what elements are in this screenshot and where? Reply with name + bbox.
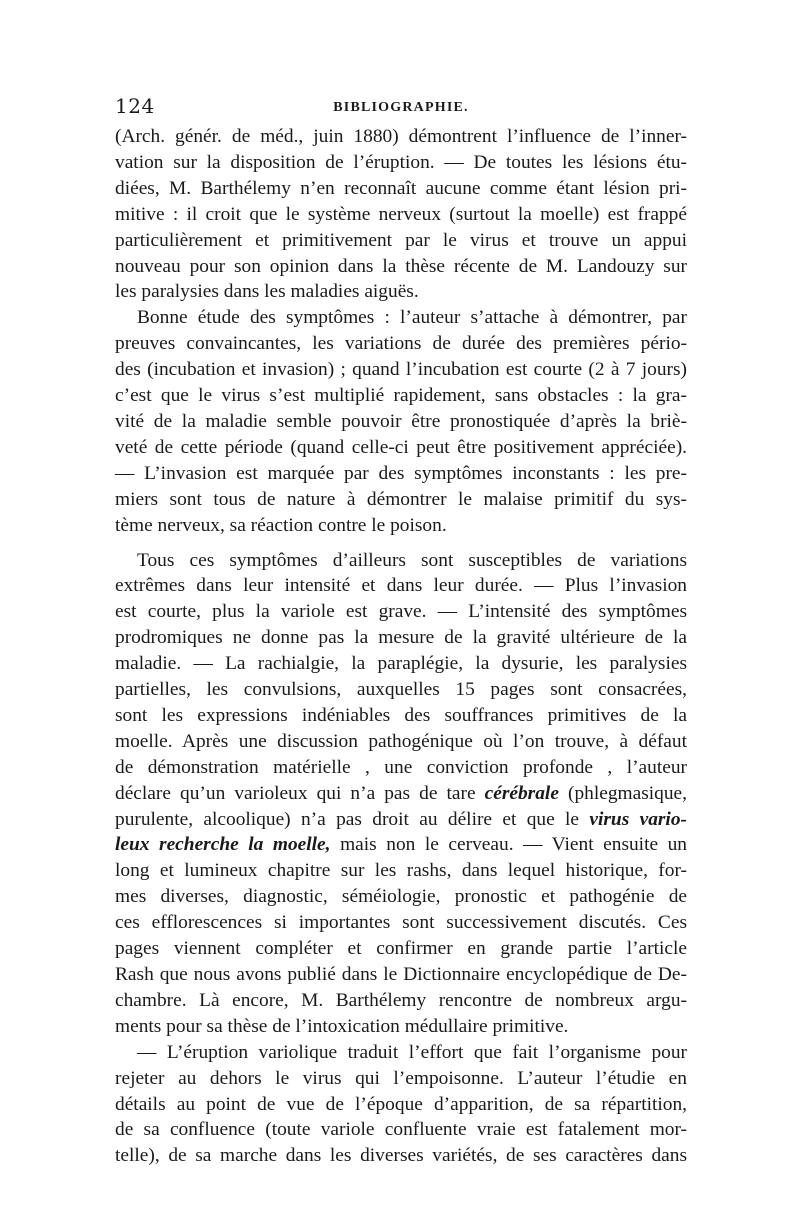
text-line: prodromiques ne donne pas la mesure de la gravité ultérieure de la	[115, 627, 687, 649]
text-line: mitive : il croit que le système nerveux (surtout la moelle) est frappé	[115, 203, 687, 225]
text-line: moelle. Après une discussion pathogénique où l’on trouve, à défaut	[115, 730, 687, 752]
text-line: chambre. Là encore, M. Barthélemy rencontre de nombreux argu-	[115, 989, 687, 1011]
body-text	[115, 124, 687, 1169]
text-line: maladie. — La rachialgie, la paraplégie, la dysurie, les paralysies	[115, 653, 687, 675]
text-line: Tous ces symptômes d’ailleurs sont susceptibles de variations	[137, 549, 687, 571]
running-title: BIBLIOGRAPHIE.	[333, 100, 469, 115]
text-segment: purulente, alcoolique) n’a pas droit au délire et que le	[115, 808, 580, 830]
text-line: de sa confluence (toute variole confluente vraie est fatalement mor-	[115, 1119, 687, 1141]
text-line: est courte, plus la variole est grave. — L’intensité des symptômes	[115, 601, 687, 623]
text-line: c’est que le virus s’est multiplié rapidement, sans obstacles : la gra-	[115, 385, 687, 407]
text-line: long et lumineux chapitre sur les rashs, dans lequel historique, for-	[115, 860, 687, 882]
text-line: tème nerveux, sa réaction contre le poison.	[115, 514, 447, 536]
italic-term: leux recherche la moelle,	[115, 834, 331, 856]
text-line: telle), de sa marche dans les diverses variétés, de ses caractères dans	[115, 1145, 687, 1167]
text-segment: déclare qu’un varioleux qui n’a pas de tare	[115, 782, 476, 804]
text-line: vité de la maladie semble pouvoir être pronostiquée d’après la briè-	[115, 410, 687, 432]
italic-term: virus vario-	[589, 808, 687, 830]
text-line: des (incubation et invasion) ; quand l’incubation est courte (2 à 7 jours)	[115, 359, 687, 381]
text-line: Bonne étude des symptômes : l’auteur s’attache à démontrer, par	[137, 307, 687, 329]
text-line: — L’invasion est marquée par des symptômes inconstants : les pre-	[115, 462, 687, 484]
text-line: détails au point de vue de l’époque d’apparition, de sa répartition,	[115, 1093, 687, 1115]
text-line-with-italic	[115, 807, 687, 833]
text-line: veté de cette période (quand celle-ci peut être positivement appréciée).	[115, 436, 687, 458]
text-line: pages viennent compléter et confirmer en grande partie l’article	[115, 938, 687, 960]
text-line: vation sur la disposition de l’éruption. — De toutes les lésions étu-	[115, 151, 687, 173]
text-line: (Arch. génér. de méd., juin 1880) démontrent l’influence de l’inner-	[115, 126, 687, 147]
text-segment: (phlegmasique,	[567, 782, 687, 804]
text-line: ces efflorescences si importantes sont successivement discutés. Ces	[115, 912, 687, 934]
text-line: diées, M. Barthélemy n’en reconnaît aucune comme étant lésion pri-	[115, 177, 687, 199]
text-line: les paralysies dans les maladies aiguës.	[115, 281, 419, 303]
text-line: partielles, les convulsions, auxquelles 15 pages sont consacrées,	[115, 679, 687, 701]
italic-term: cérébrale	[484, 782, 559, 804]
page-number: 124	[115, 94, 155, 118]
text-segment: mais non le cerveau. — Vient ensuite un	[340, 834, 688, 856]
text-line: rejeter au dehors le virus qui l’empoisonne. L’auteur l’étudie en	[115, 1067, 687, 1089]
text-line: miers sont tous de nature à démontrer le malaise primitif du sys-	[115, 488, 687, 510]
text-line: preuves convaincantes, les variations de durée des premières pério-	[115, 333, 687, 355]
text-line: particulièrement et primitivement par le virus et trouve un appui	[115, 229, 687, 251]
text-line: Rash que nous avons publié dans le Dictionnaire encyclopédique de De-	[115, 964, 687, 985]
text-line-with-italic	[115, 781, 687, 807]
text-line: de démonstration matérielle , une conviction profonde , l’auteur	[115, 756, 687, 778]
paragraph-gap	[115, 539, 687, 548]
running-head	[115, 94, 687, 124]
text-line-with-italic	[115, 832, 687, 858]
text-line: ments pour sa thèse de l’intoxication médullaire primitive.	[115, 1015, 569, 1037]
text-line: extrêmes dans leur intensité et dans leur durée. — Plus l’invasion	[115, 575, 687, 597]
text-line: nouveau pour son opinion dans la thèse récente de M. Landouzy sur	[115, 255, 687, 277]
text-line: — L’éruption variolique traduit l’effort que fait l’organisme pour	[137, 1041, 687, 1063]
text-line: sont les expressions indéniables des souffrances primitives de la	[115, 704, 687, 726]
text-line: mes diverses, diagnostic, séméiologie, pronostic et pathogénie de	[115, 886, 687, 908]
